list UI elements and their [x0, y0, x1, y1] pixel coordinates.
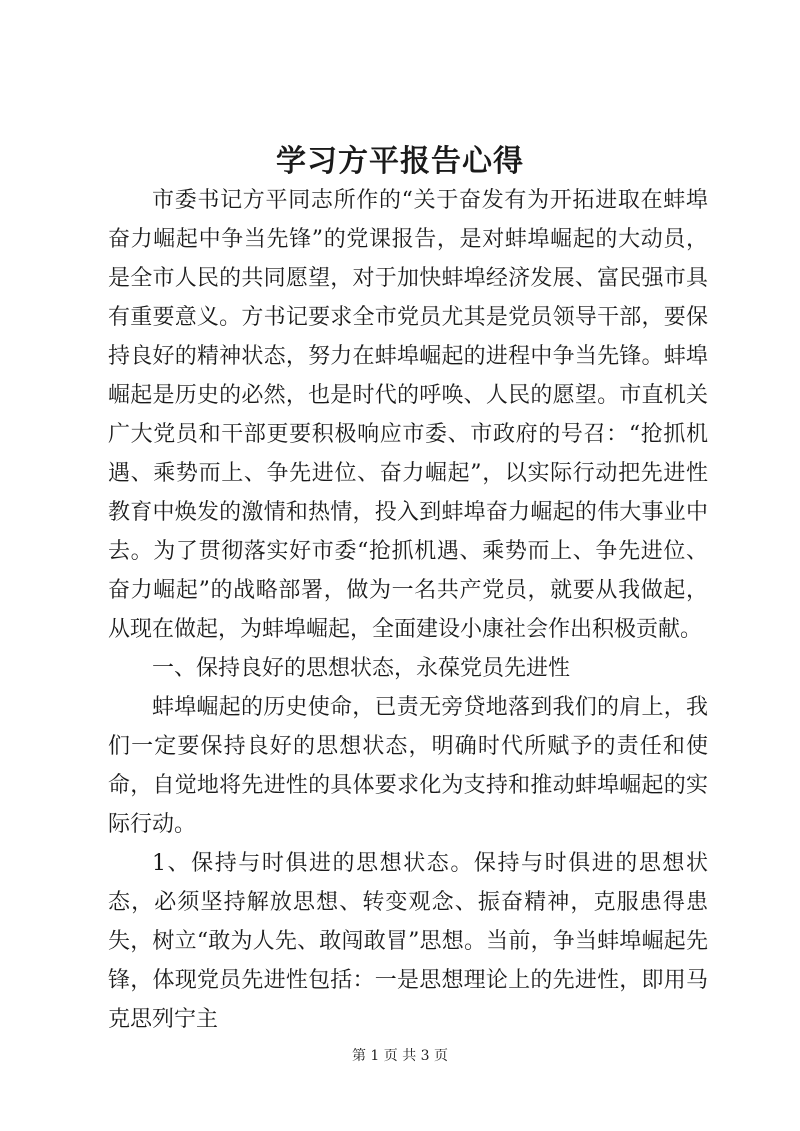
section-heading-1: 一、保持良好的思想状态，永葆党员先进性	[152, 656, 571, 681]
page-footer: 第 1 页 共 3 页	[351, 1048, 449, 1064]
paragraph-intro: 市委书记方平同志所作的“关于奋发有为开拓进取在蚌埠奋力崛起中争当先锋”的党课报告，是对蚌埠崛起的大动员，是全市人民的共同愿望，对于加快蚌埠经济发展、富民强市具有重要意义。方书记要求全市党员尤其是党员领导干部，要保持良好的精神状态，努力在蚌埠崛起的进程中争当先锋。蚌埠崛起是历史的必然，也是时代的呼唤、人民的愿望。市直机关广大党员和干部更要积极响应市委、市政府的号召：“抢抓机遇、乘势而上、争先进位、奋力崛起”，以实际行动把先进性教育中焕发的激情和热情，投入到蚌埠奋力崛起的伟大事业中去。为了贯彻落实好市委“抢抓机遇、乘势而上、争先进位、奋力崛起”的战略部署，做为一名共产党员，就要从我做起，从现在做起，为蚌埠崛起，全面建设小康社会作出积极贡献。	[108, 188, 708, 642]
paragraph-point-1: 1、保持与时俱进的思想状态。保持与时俱进的思想状态，必须坚持解放思想、转变观念、振奋精神，克服患得患失，树立“敢为人先、敢闯敢冒”思想。当前，争当蚌埠崛起先锋，体现党员先进性包括：一是思想理论上的先进性，即用马克思列宁主	[108, 851, 708, 1032]
document-title: 学习方平报告心得	[276, 144, 524, 179]
document-body	[108, 181, 708, 1039]
paragraph-section-1: 蚌埠崛起的历史使命，已责无旁贷地落到我们的肩上，我们一定要保持良好的思想状态，明确时代所赋予的责任和使命，自觉地将先进性的具体要求化为支持和推动蚌埠崛起的实际行动。	[108, 695, 708, 837]
